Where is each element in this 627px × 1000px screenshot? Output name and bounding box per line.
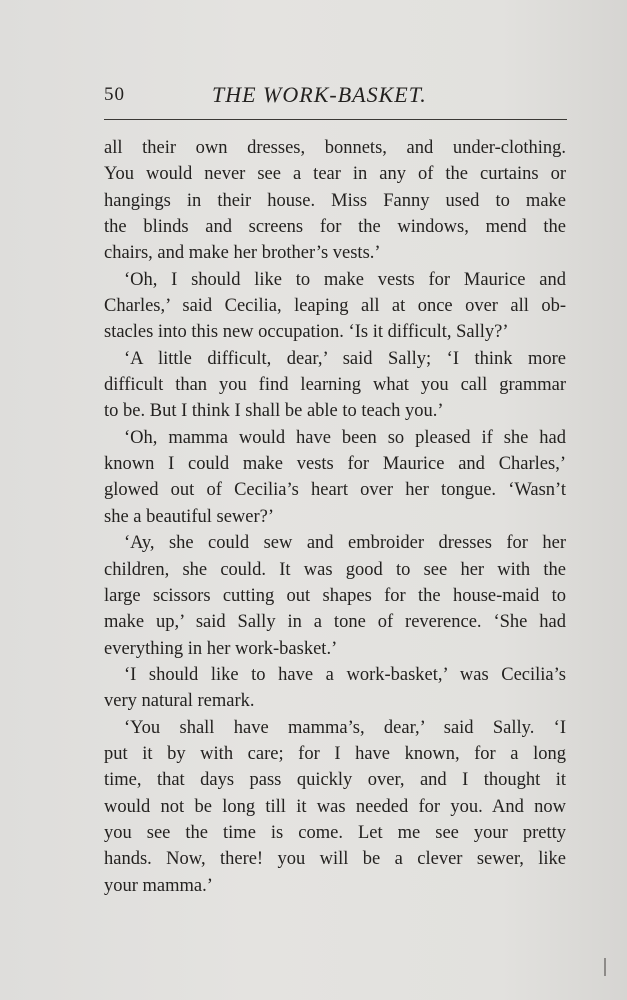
- text-line: to be. But I think I shall be able to teach you.’: [104, 401, 444, 422]
- text-line: ‘Oh, mamma would have been so pleased if she had: [124, 427, 566, 448]
- paragraph: [104, 662, 566, 715]
- page-edge-mark: [604, 958, 606, 976]
- page-number: 50: [104, 84, 125, 105]
- text-line: hangings in their house. Miss Fanny used to make: [104, 190, 566, 211]
- text-line: make up,’ said Sally in a tone of reverence. ‘She had: [104, 612, 566, 633]
- text-line: everything in her work-basket.’: [104, 638, 338, 659]
- text-line: difficult than you find learning what you call grammar: [104, 375, 566, 396]
- paragraph: [104, 135, 566, 267]
- text-line: glowed out of Cecilia’s heart over her tongue. ‘Wasn’t: [104, 480, 566, 501]
- text-line: your mamma.’: [104, 875, 213, 896]
- text-line: ‘Oh, I should like to make vests for Maurice and: [124, 269, 566, 290]
- text-line: you see the time is come. Let me see your pretty: [104, 822, 566, 843]
- header-rule: [104, 119, 567, 120]
- text-line: stacles into this new occupation. ‘Is it difficult, Sally?’: [104, 322, 509, 343]
- paragraph: [104, 715, 566, 899]
- text-line: ‘Ay, she could sew and embroider dresses for her: [124, 533, 566, 554]
- paragraph: [104, 346, 566, 425]
- text-line: ‘I should like to have a work-basket,’ was Cecilia’s: [124, 664, 566, 685]
- paragraph: [104, 425, 566, 530]
- text-line: ‘A little difficult, dear,’ said Sally; ‘I think more: [124, 348, 566, 369]
- text-line: she a beautiful sewer?’: [104, 506, 275, 527]
- text-line: all their own dresses, bonnets, and under-clothing.: [104, 138, 566, 158]
- text-line: hands. Now, there! you will be a clever sewer, like: [104, 849, 566, 870]
- page-header: [104, 80, 567, 114]
- body-text: [104, 135, 566, 899]
- text-line: chairs, and make her brother’s vests.’: [104, 243, 381, 264]
- text-line: very natural remark.: [104, 691, 255, 712]
- paragraph: [104, 530, 566, 662]
- text-line: Charles,’ said Cecilia, leaping all at once over all ob-: [104, 296, 566, 317]
- text-line: large scissors cutting out shapes for the house-maid to: [104, 585, 566, 606]
- text-line: the blinds and screens for the windows, mend the: [104, 217, 566, 238]
- paragraph: [104, 267, 566, 346]
- text-line: ‘You shall have mamma’s, dear,’ said Sally. ‘I: [124, 717, 566, 738]
- text-line: would not be long till it was needed for you. And now: [104, 796, 566, 817]
- text-line: put it by with care; for I have known, for a long: [104, 743, 566, 764]
- text-line: You would never see a tear in any of the curtains or: [104, 164, 566, 185]
- text-line: known I could make vests for Maurice and Charles,’: [104, 454, 566, 475]
- text-line: children, she could. It was good to see her with the: [104, 559, 566, 580]
- text-line: time, that days pass quickly over, and I thought it: [104, 770, 566, 791]
- running-title: THE WORK-BASKET.: [212, 82, 427, 107]
